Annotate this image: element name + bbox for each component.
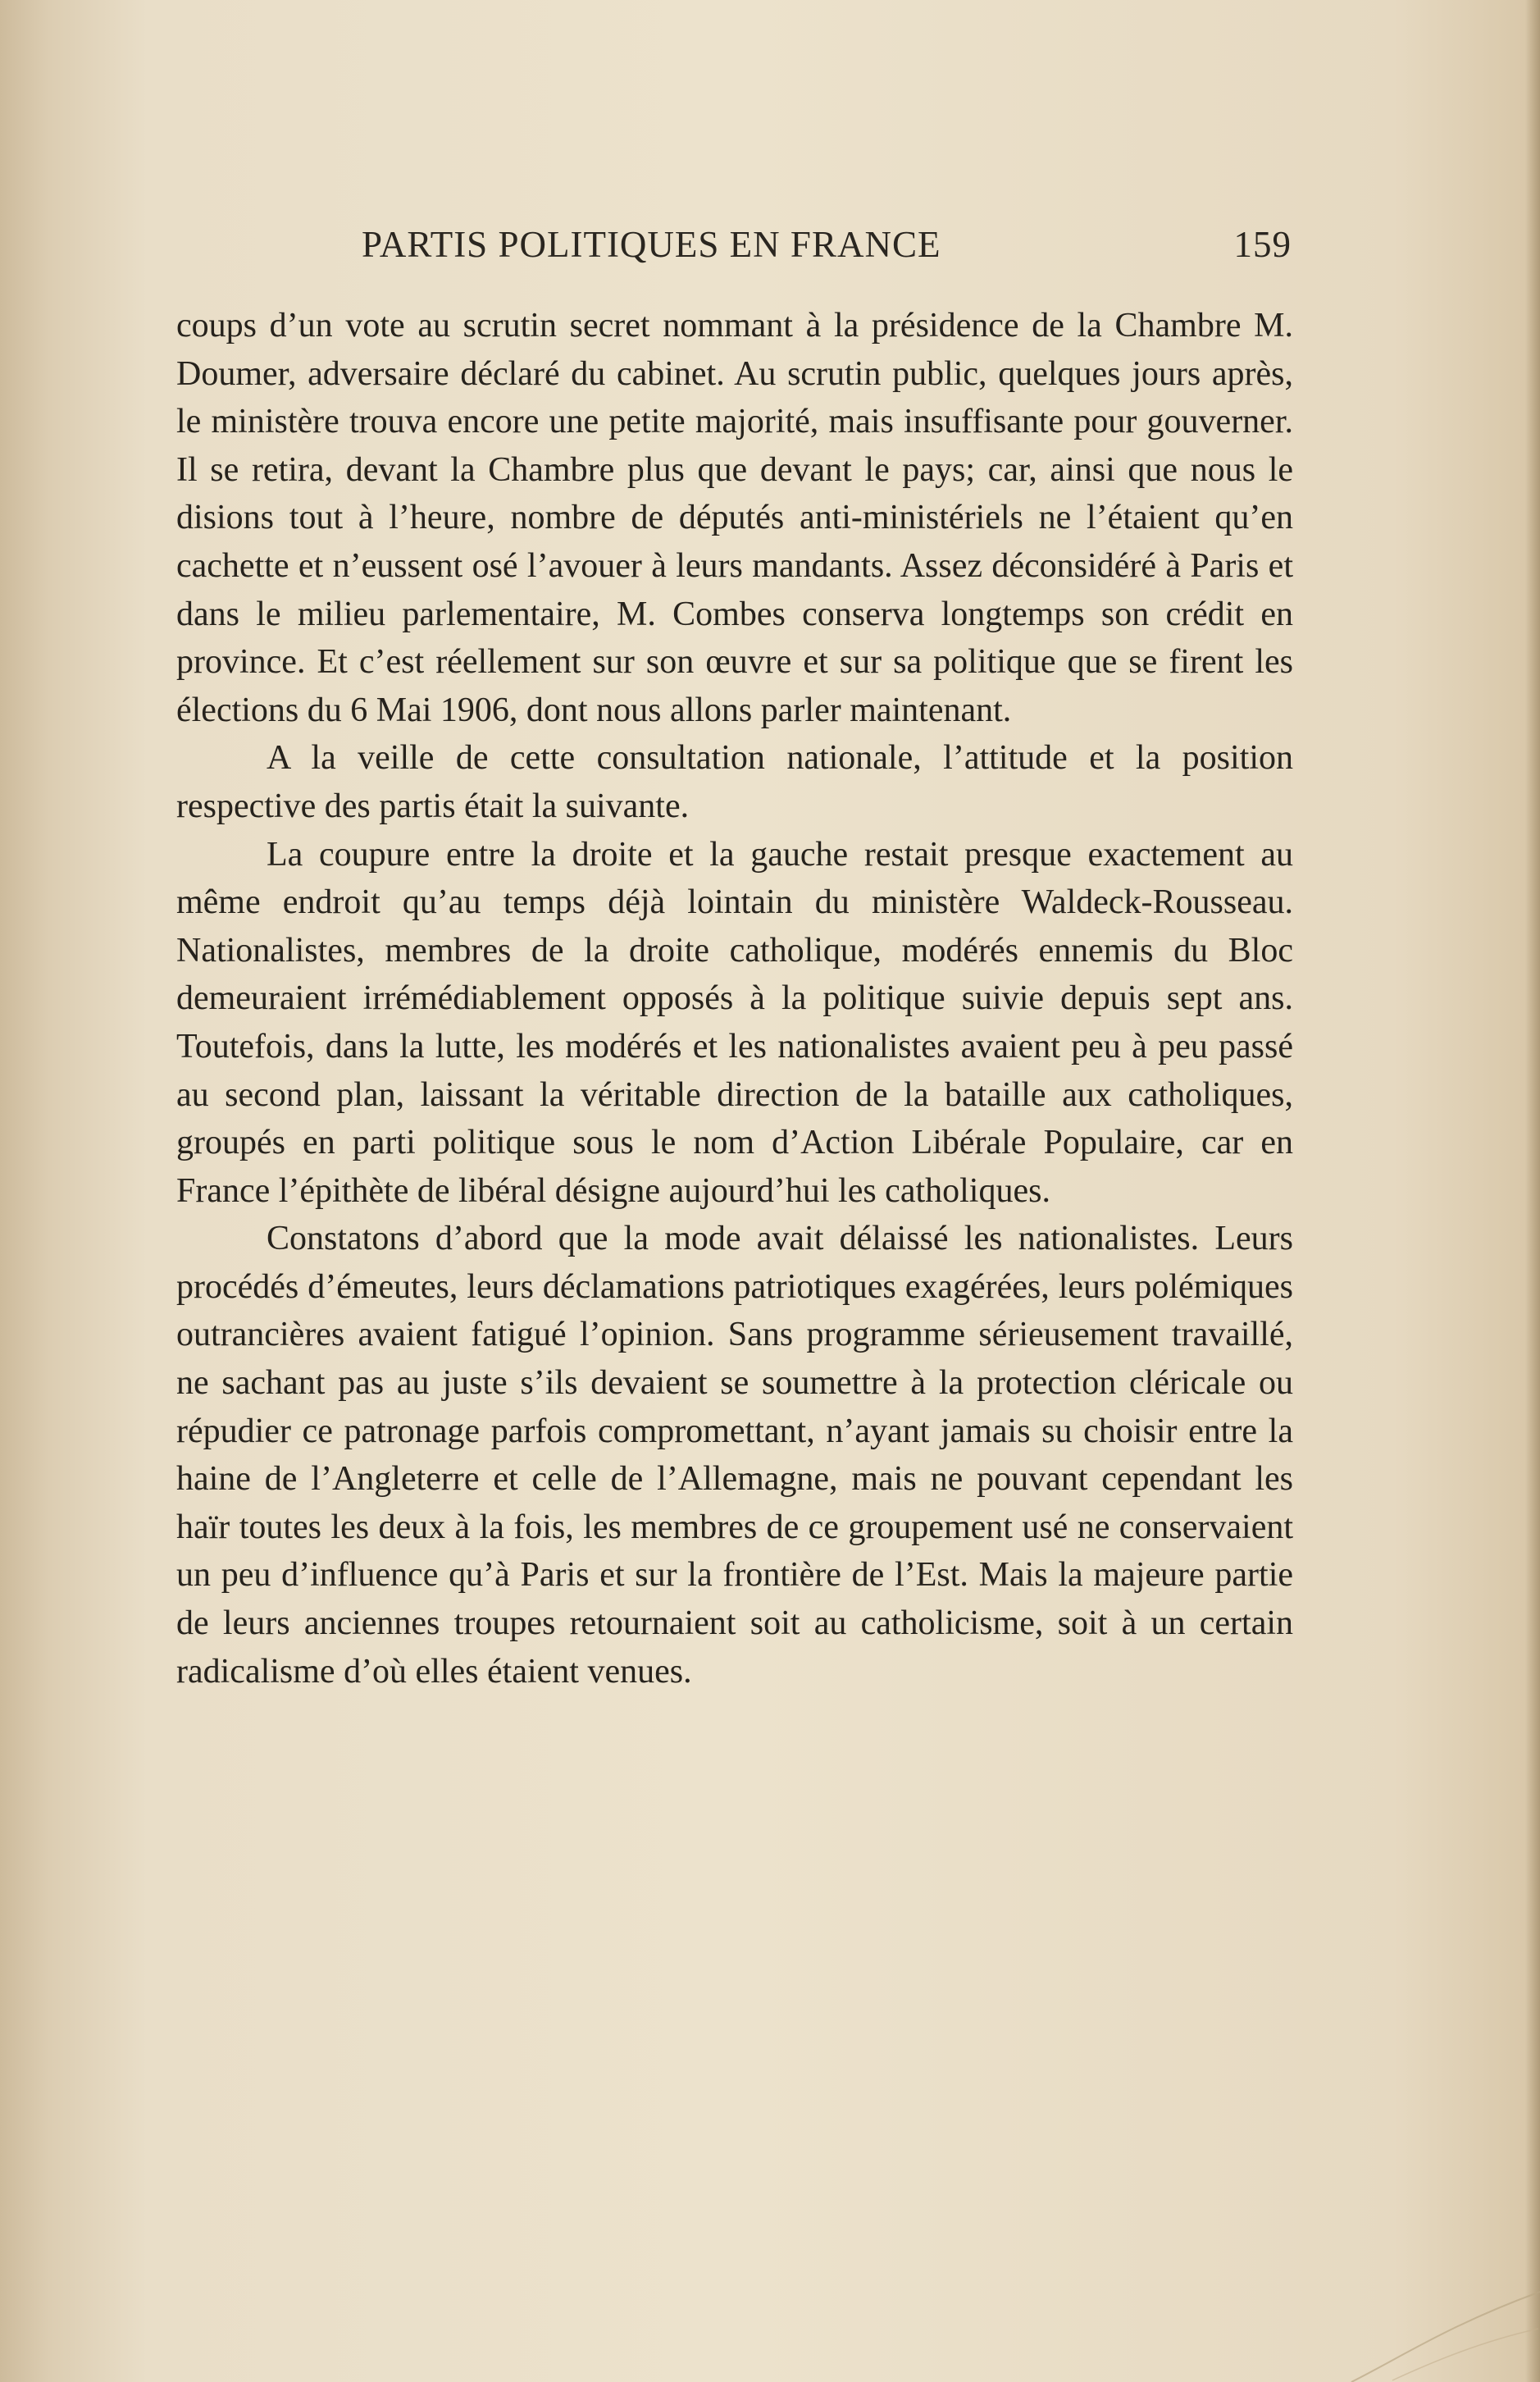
running-title: PARTIS POLITIQUES EN FRANCE bbox=[362, 224, 941, 265]
paragraph-3: La coupure entre la droite et la gauche restait presque exactement au même endroit qu’au temps déjà lointain du ministère Waldeck-Rousseau. Nationalistes, membres de la droite catholique, modérés ennemis du Bloc demeuraient irrémédiablement opposés à la politique suivie depuis sept ans. Toutefois, dans la lutte, les modérés et les nationalistes avaient peu à peu passé au second plan, laissant la véritable direction de la bataille aux catholiques, groupés en parti politique sous le nom d’Action Libérale Populaire, car en France l’épithète de libéral désigne aujourd’hui les catholiques. bbox=[176, 835, 1293, 1210]
corner-crease-mark bbox=[1343, 2193, 1540, 2382]
running-header bbox=[176, 223, 1292, 272]
paragraph-4: Constatons d’abord que la mode avait délaissé les nationalistes. Leurs procédés d’émeutes, leurs déclamations patriotiques exagérées, leurs polémiques outrancières avaient fatigué l’opinion. Sans programme sérieusement travaillé, ne sachant pas au juste s’ils devaient se soumettre à la protection cléricale ou répudier ce patronage parfois compromettant, n’ayant jamais su choisir entre la haine de l’Angleterre et celle de l’Allemagne, mais ne pouvant cependant les haïr toutes les deux à la fois, les membres de ce groupement usé ne conservaient un peu d’influence qu’à Paris et sur la frontière de l’Est. Mais la majeure partie de leurs anciennes troupes retournaient soit au catholicisme, soit à un certain radicalisme d’où elles étaient venues. bbox=[176, 1220, 1293, 1691]
page-edge-shadow bbox=[1525, 0, 1540, 2382]
paragraph-1: coups d’un vote au scrutin secret nommant à la présidence de la Chambre M. Doumer, adversaire déclaré du cabinet. Au scrutin public, quelques jours après, le ministère trouva encore une petite majorité, mais insuffisante pour gouverner. Il se retira, devant la Chambre plus que devant le pays; car, ainsi que nous le disions tout à l’heure, nombre de députés anti-ministériels ne l’étaient qu’en cachette et n’eussent osé l’avouer à leurs mandants. Assez déconsidéré à Paris et dans le milieu parlementaire, M. Combes conserva longtemps son crédit en province. Et c’est réellement sur son œuvre et sur sa politique que se firent les élections du 6 Mai 1906, dont nous allons parler maintenant. bbox=[176, 307, 1293, 729]
body-text bbox=[176, 302, 1293, 1695]
paragraph-2: A la veille de cette consultation nationale, l’attitude et la position respective des partis était la suivante. bbox=[176, 739, 1293, 825]
page-number: 159 bbox=[1233, 224, 1292, 265]
